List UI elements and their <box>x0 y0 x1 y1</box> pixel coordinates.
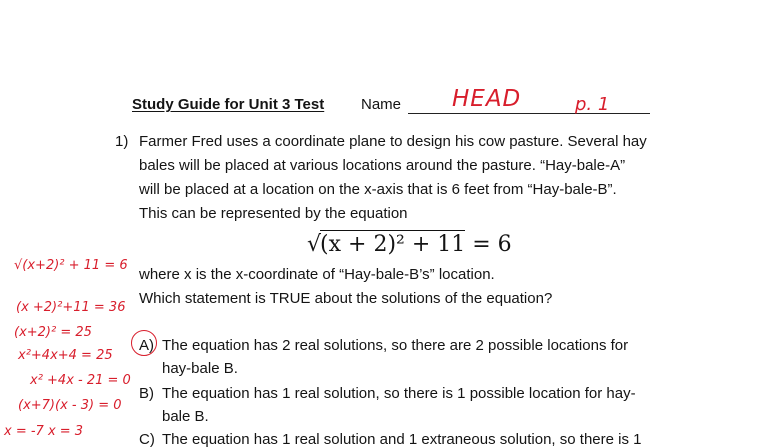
name-label: Name <box>361 96 402 113</box>
handwritten-work-line: x² +4x - 21 = 0 <box>30 373 131 388</box>
handwritten-name: HEAD <box>452 86 522 112</box>
option-a-text-cont[interactable]: hay-bale B. <box>162 360 238 377</box>
radical-sign: √ <box>307 232 322 257</box>
handwritten-work-line: (x+2)² = 25 <box>14 325 92 340</box>
radical-equation <box>307 230 512 257</box>
handwritten-work-line: (x+7)(x - 3) = 0 <box>18 398 122 413</box>
option-b-text-cont[interactable]: bale B. <box>162 408 209 425</box>
question-number: 1) <box>115 133 129 150</box>
option-b-text[interactable]: The equation has 1 real solution, so there is 1 possible location for hay- <box>162 385 636 402</box>
handwritten-work-line: x = -7 x = 3 <box>4 424 84 439</box>
page-title: Study Guide for Unit 3 Test <box>132 96 325 113</box>
option-a-letter[interactable]: A) <box>139 337 154 354</box>
handwritten-period: p. 1 <box>575 94 610 115</box>
option-a-text[interactable]: The equation has 2 real solutions, so there are 2 possible locations for <box>162 337 629 354</box>
equation-radicand: (x + 2)² + 11 <box>320 232 466 257</box>
option-b-letter[interactable]: B) <box>139 385 154 402</box>
question-line: bales will be placed at various locations around the pasture. “Hay-bale-A” <box>139 157 626 174</box>
question-line: This can be represented by the equation <box>139 205 408 222</box>
handwritten-work-line: √(x+2)² + 11 = 6 <box>14 258 128 273</box>
option-c-letter[interactable]: C) <box>139 431 155 448</box>
question-line: Farmer Fred uses a coordinate plane to design his cow pasture. Several hay <box>139 133 647 150</box>
handwritten-work-line: x²+4x+4 = 25 <box>18 348 113 363</box>
question-line: will be placed at a location on the x-axis that is 6 feet from “Hay-bale-B”. <box>139 181 617 198</box>
option-c-text[interactable]: The equation has 1 real solution and 1 extraneous solution, so there is 1 <box>162 431 642 448</box>
name-underline <box>408 113 650 114</box>
equation-rhs: = 6 <box>465 232 512 257</box>
question-line: Which statement is TRUE about the solutions of the equation? <box>139 290 553 307</box>
handwritten-work-line: (x +2)²+11 = 36 <box>16 300 126 315</box>
question-line: where x is the x-coordinate of “Hay-bale-B’s” location. <box>139 266 495 283</box>
